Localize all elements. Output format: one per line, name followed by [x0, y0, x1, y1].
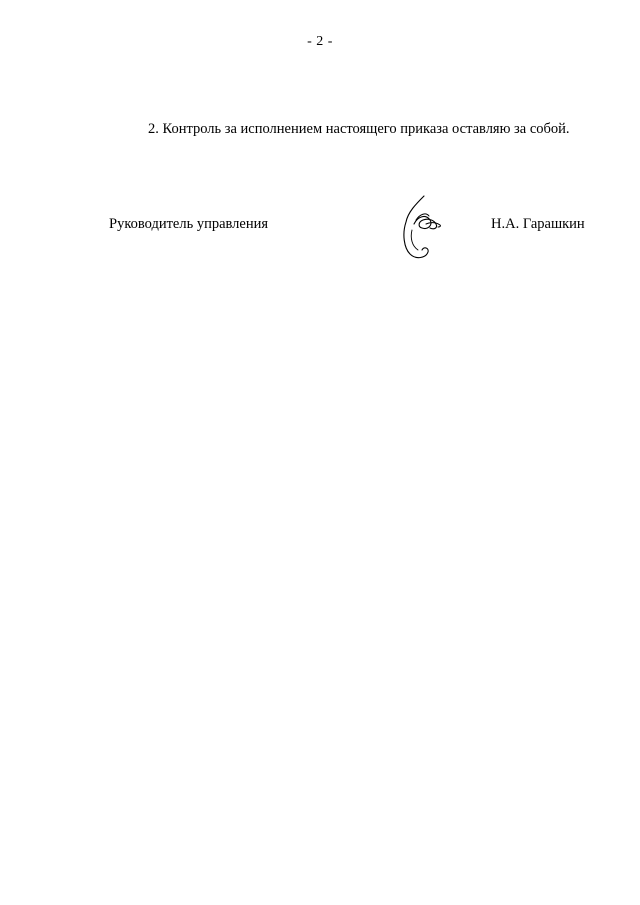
- page-number: - 2 -: [307, 34, 333, 49]
- signature-block: [0, 216, 640, 276]
- handwritten-signature: [396, 194, 444, 266]
- signer-name: Н.А. Гарашкин: [491, 216, 585, 232]
- signer-title: Руководитель управления: [109, 216, 269, 232]
- control-paragraph: 2. Контроль за исполнением настоящего приказа оставляю за собой.: [148, 121, 570, 137]
